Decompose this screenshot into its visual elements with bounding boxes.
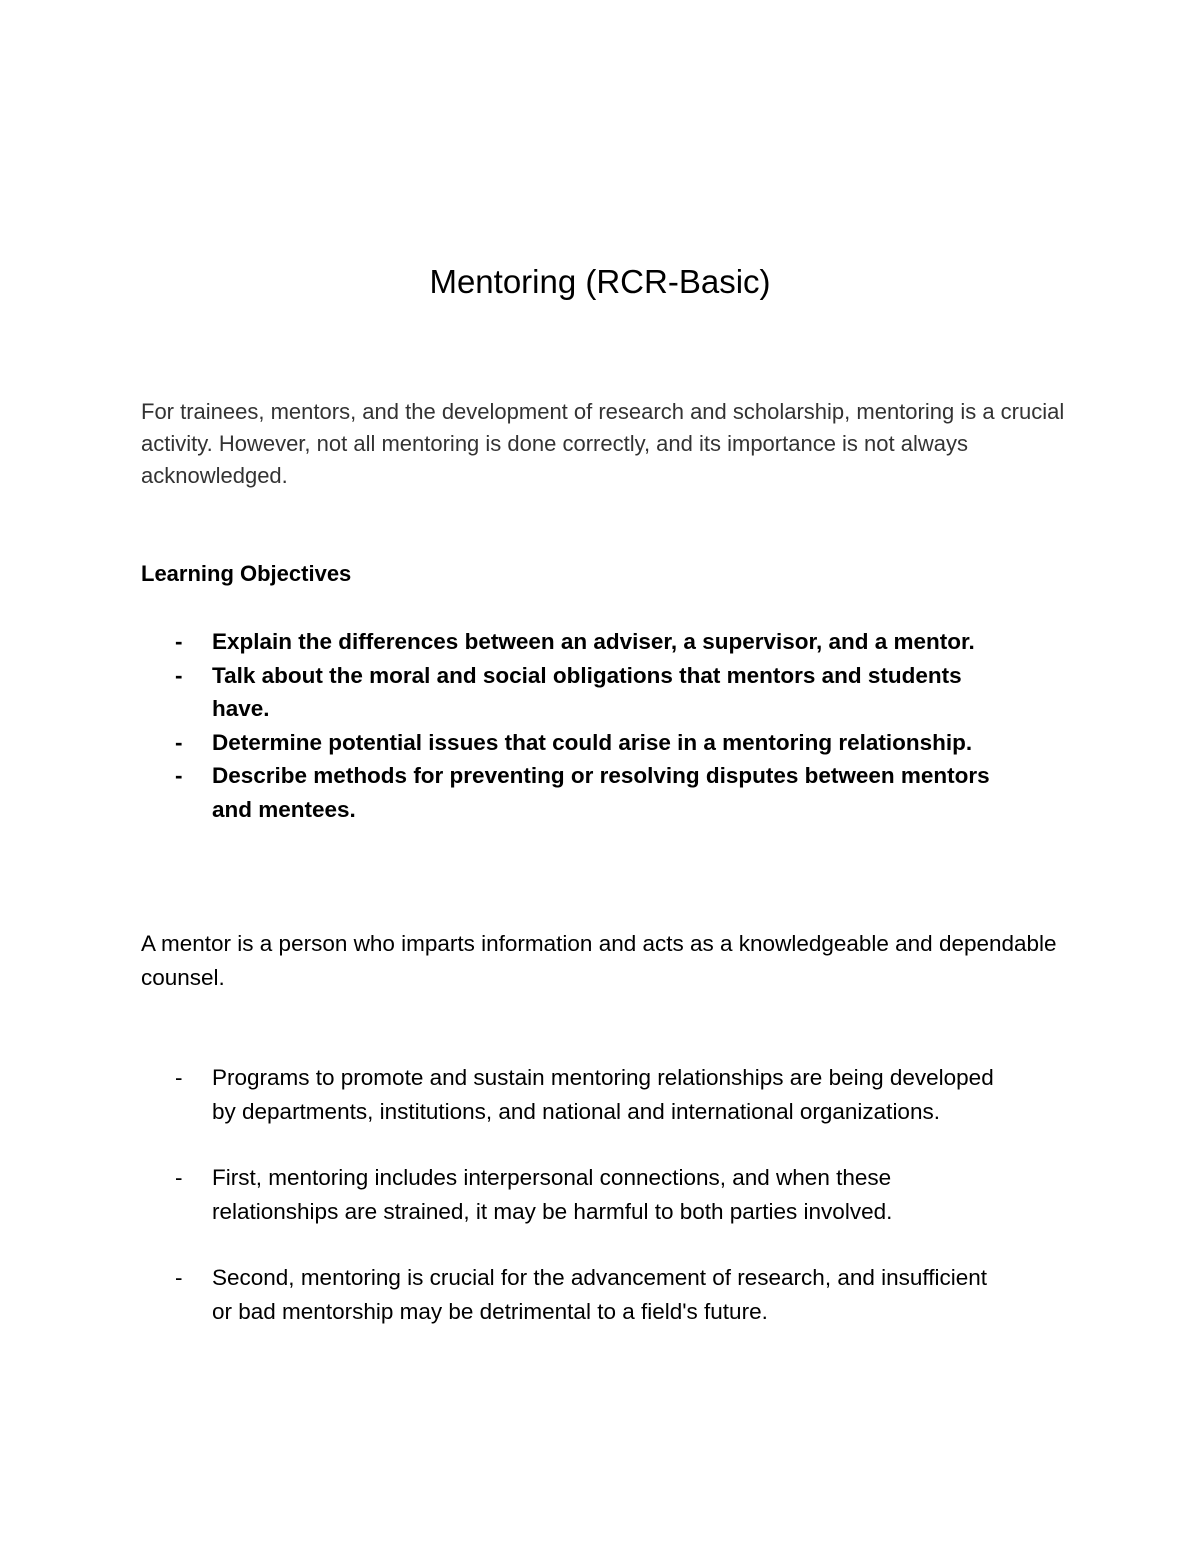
objective-text: Describe methods for preventing or resolving disputes between mentors and mentees. bbox=[212, 763, 990, 822]
point-text: First, mentoring includes interpersonal connections, and when these relationships are strained, it may be harmful to both parties involved. bbox=[212, 1165, 893, 1224]
objectives-list bbox=[0, 625, 1200, 826]
objective-item bbox=[0, 625, 1002, 659]
page-title: Mentoring (RCR-Basic) bbox=[429, 263, 771, 300]
objective-text: Talk about the moral and social obligations that mentors and students have. bbox=[212, 662, 962, 721]
objectives-heading: Learning Objectives bbox=[141, 561, 352, 586]
bullet-dash: - bbox=[175, 1265, 183, 1290]
bullet-dash: - bbox=[175, 1065, 183, 1090]
bullet-dash: - bbox=[175, 1165, 183, 1190]
point-text: Second, mentoring is crucial for the advancement of research, and insufficient or bad mentorship may be detrimental to a field's future. bbox=[212, 1265, 988, 1324]
objective-text: Explain the differences between an adviser, a supervisor, and a mentor. bbox=[212, 629, 975, 654]
objective-text: Determine potential issues that could arise in a mentoring relationship. bbox=[212, 729, 973, 755]
mentor-definition: A mentor is a person who imparts information and acts as a knowledgeable and dependable counsel. bbox=[141, 931, 1057, 990]
intro-paragraph: For trainees, mentors, and the development of research and scholarship, mentoring is a crucial activity. However, not all mentoring is done correctly, and its importance is not always acknowledged. bbox=[141, 399, 1065, 488]
objective-item bbox=[0, 759, 1002, 826]
point-text: Programs to promote and sustain mentoring relationships are being developed by departments, institutions, and national and international organizations. bbox=[212, 1065, 994, 1124]
point-item bbox=[0, 1061, 1002, 1128]
objective-item bbox=[0, 726, 1002, 760]
point-item bbox=[0, 1261, 1002, 1328]
bullet-dash: - bbox=[175, 729, 183, 755]
bullet-dash: - bbox=[175, 763, 183, 788]
bullet-dash: - bbox=[175, 629, 183, 654]
objective-item bbox=[0, 659, 1002, 726]
points-list bbox=[0, 1061, 1200, 1361]
point-item bbox=[0, 1161, 1002, 1228]
bullet-dash: - bbox=[175, 662, 183, 688]
